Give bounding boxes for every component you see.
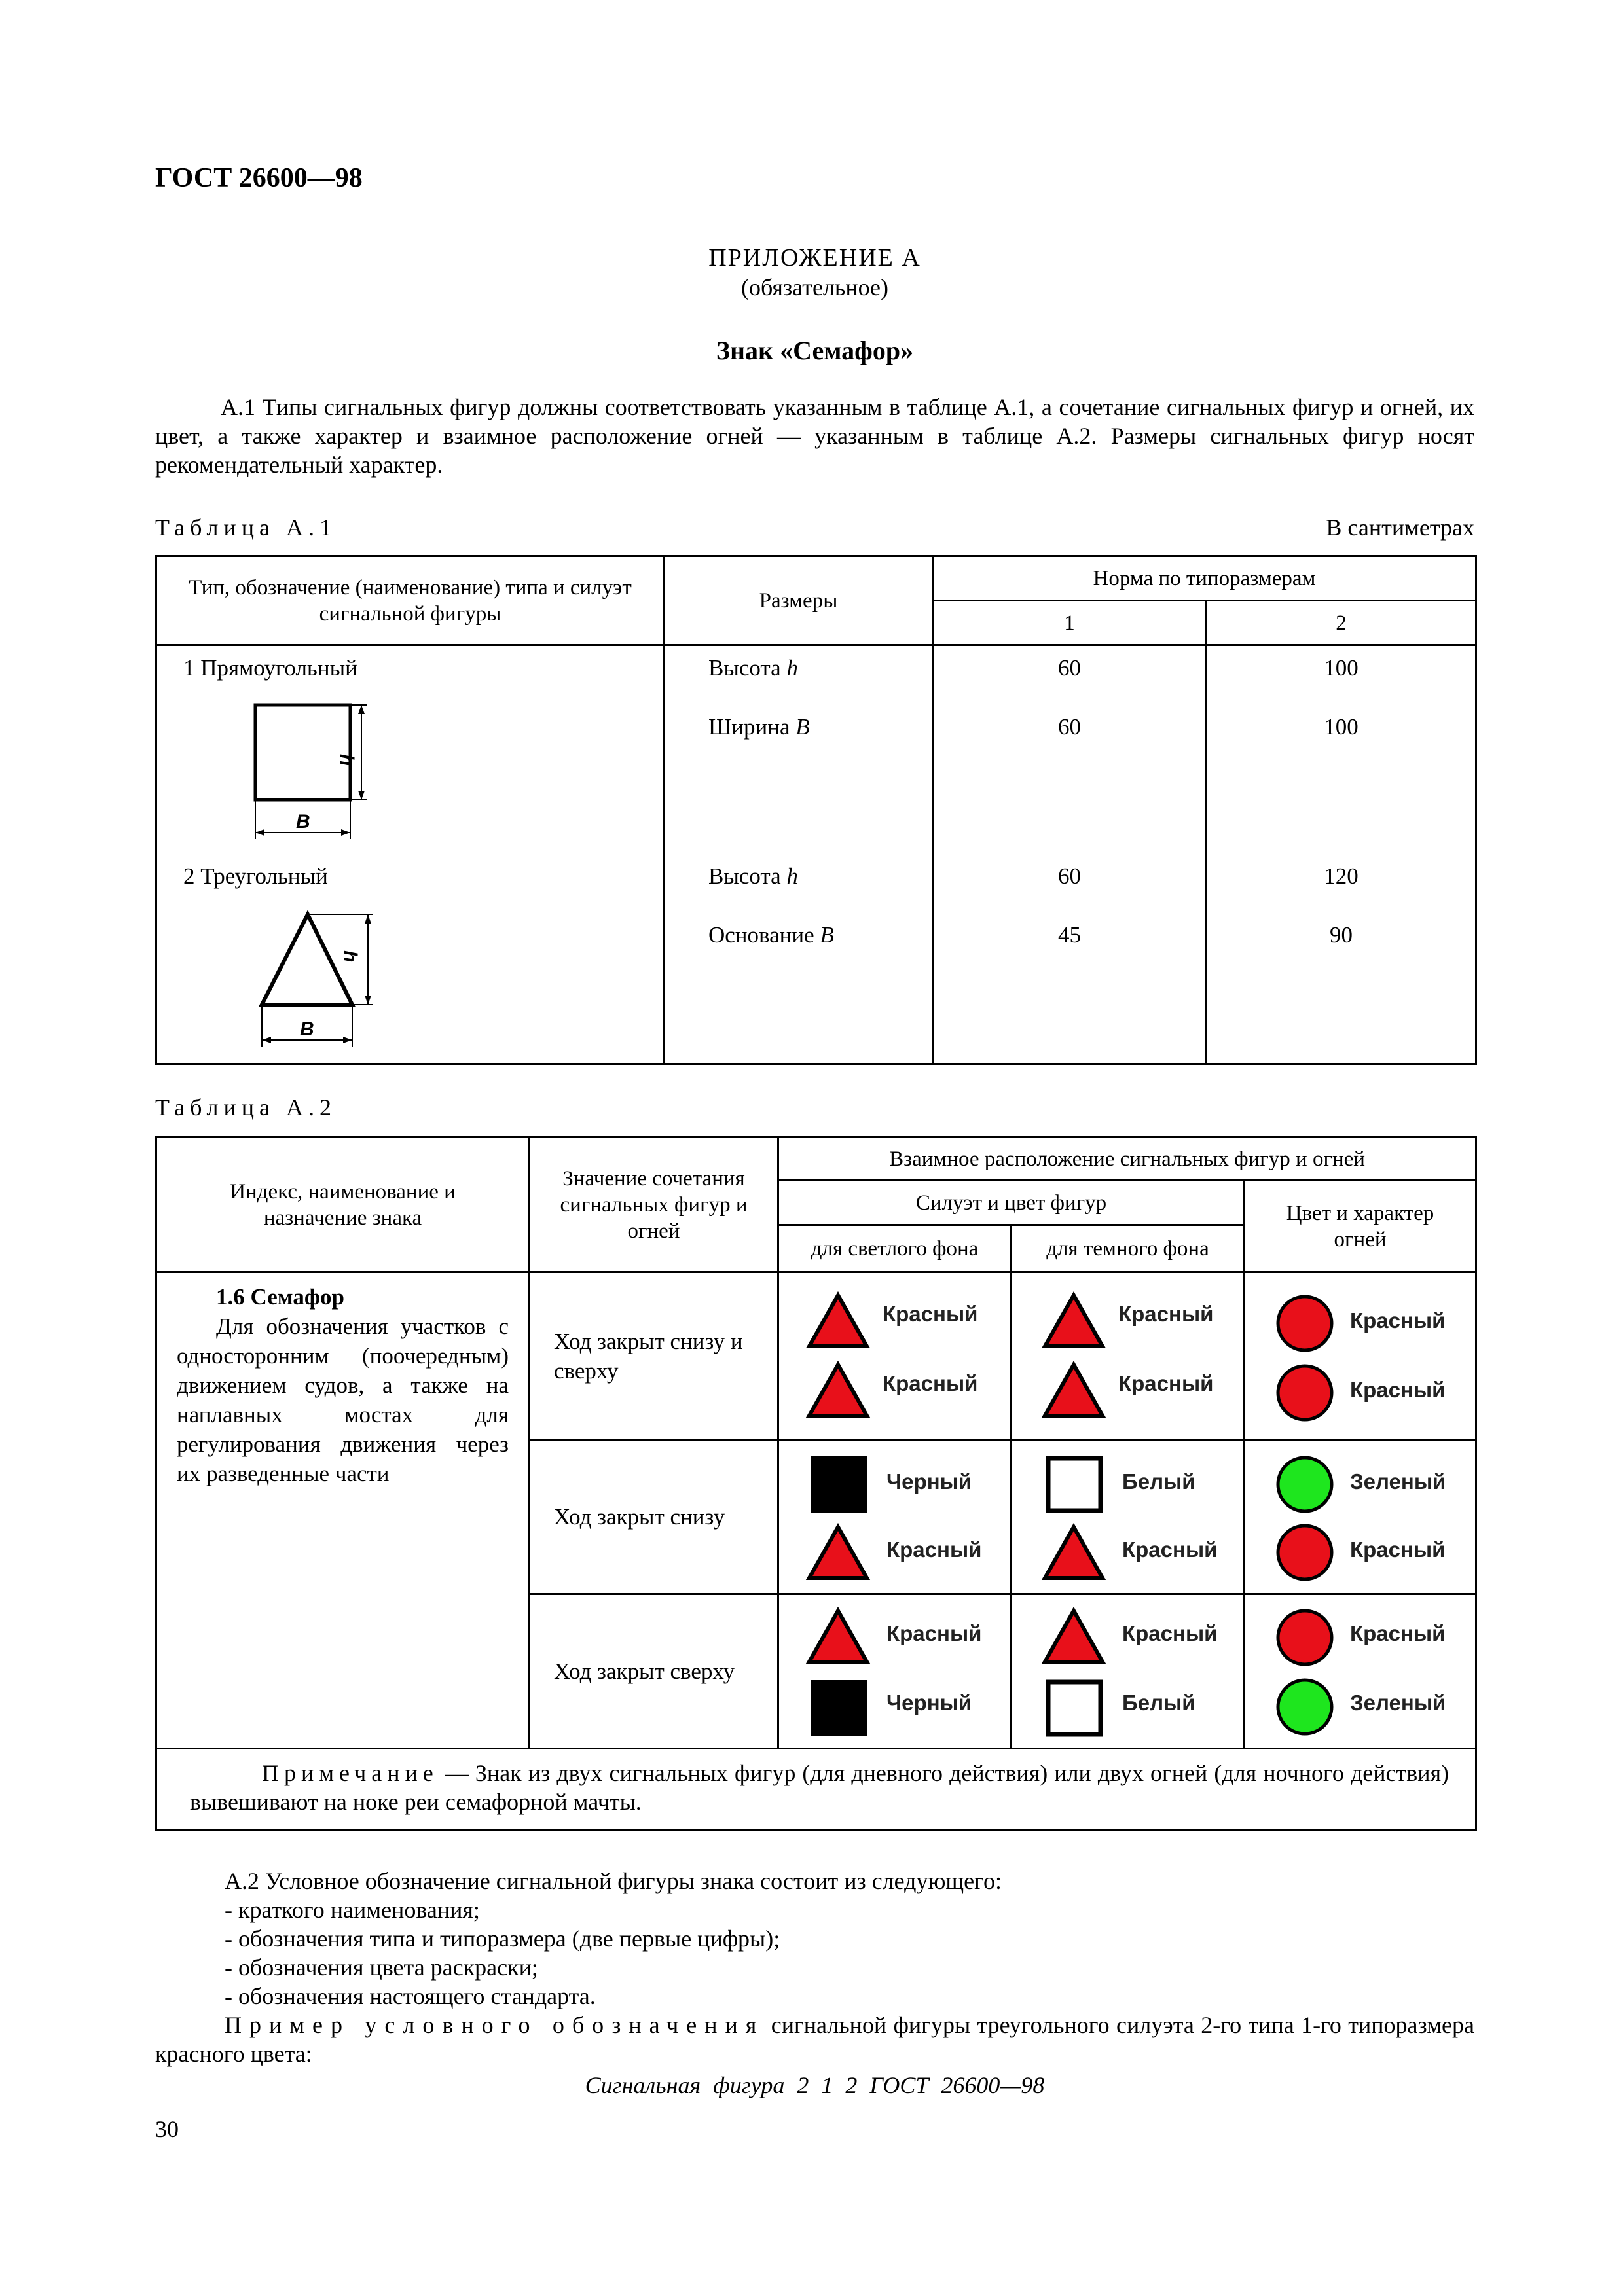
table-a1-caption: Таблица А.1: [155, 514, 337, 541]
triangle-figure-drawing: [242, 901, 380, 1052]
a2-header-index: Индекс, наименование и назначение знака: [156, 1138, 530, 1272]
light-color-label: Красный: [1350, 1537, 1446, 1562]
a2-note: [190, 1759, 1449, 1816]
a1-row1-v2b: 100: [1324, 714, 1359, 740]
a1-row1-v1b: 60: [1058, 714, 1081, 740]
a2-row2-light: [778, 1440, 1012, 1594]
a1-size1-cell: [933, 645, 1207, 1064]
a2-row2-dark: [1012, 1440, 1245, 1594]
table-row: [156, 1272, 1476, 1440]
red-light-icon: [1274, 1362, 1336, 1424]
a2-row3-meaning: Ход закрыт сверху: [530, 1594, 778, 1749]
a2-sign-name: 1.6 Семафор: [216, 1284, 345, 1310]
table-a2: [155, 1136, 1477, 1831]
a1-size2-cell: [1207, 645, 1476, 1064]
red-triangle-icon: [1041, 1607, 1106, 1666]
tri-b-label: B: [300, 1018, 314, 1040]
red-triangle-icon: [1041, 1361, 1106, 1420]
a1-row2-v2a: 120: [1324, 863, 1359, 889]
table-row: [156, 645, 1476, 1064]
red-triangle-icon: [805, 1523, 871, 1582]
a1-header-col1: 1: [933, 601, 1207, 645]
a2-row2-meaning: Ход закрыт снизу: [530, 1440, 778, 1594]
a2-row3-light: [778, 1594, 1012, 1749]
white-square-icon: [1045, 1455, 1104, 1514]
white-square-icon: [1045, 1679, 1104, 1738]
red-light-icon: [1274, 1607, 1336, 1668]
rect-b-label: B: [296, 811, 310, 833]
a2-header-meaning: Значение сочетания сигнальных фигур и огней: [530, 1138, 778, 1272]
rectangle-figure-drawing: [242, 692, 373, 842]
a2-header-light-bg: для светлого фона: [778, 1225, 1012, 1272]
table-a1: [155, 555, 1477, 1065]
a2-sign-cell: [156, 1272, 530, 1749]
red-light-icon: [1274, 1522, 1336, 1583]
light-color-label: Зеленый: [1350, 1691, 1446, 1715]
a1-row2-v1b: 45: [1058, 922, 1081, 948]
a1-row2-dim1: Высота h: [708, 863, 798, 889]
list-item: - обозначения типа и типоразмера (две первые цифры);: [225, 1926, 780, 1952]
light-color-label: Зеленый: [1350, 1469, 1446, 1494]
figure-color-label: Белый: [1122, 1691, 1195, 1715]
a2-header-lights: Цвет и характер огней: [1245, 1181, 1476, 1272]
tri-h-label: h: [339, 950, 361, 963]
a2-row1-meaning: Ход закрыт снизу и сверху: [530, 1272, 778, 1440]
a1-figures-cell: [156, 645, 665, 1064]
a1-row2-v1a: 60: [1058, 863, 1081, 889]
a2-header-dark-bg: для темного фона: [1012, 1225, 1245, 1272]
green-light-icon: [1274, 1454, 1336, 1515]
figure-color-label: Красный: [1122, 1621, 1218, 1645]
a1-row2-v2b: 90: [1330, 922, 1353, 948]
a2-header-silhouette: Силуэт и цвет фигур: [778, 1181, 1245, 1225]
appendix-status: (обязательное): [741, 274, 888, 300]
a1-header-sizes: Размеры: [665, 556, 933, 645]
a2-row1-lights: [1245, 1272, 1476, 1440]
black-square-icon: [809, 1679, 868, 1738]
a1-header-col2: 2: [1207, 601, 1476, 645]
a1-header-norm: Норма по типоразмерам: [933, 556, 1476, 601]
a2-header-arrangement: Взаимное расположение сигнальных фигур и огней: [778, 1138, 1476, 1181]
table-a2-caption: Таблица А.2: [155, 1094, 337, 1121]
a1-row1-v1a: 60: [1058, 655, 1081, 681]
red-triangle-icon: [1041, 1523, 1106, 1582]
a1-header-type: Тип, обозначение (наименование) типа и силуэт сигнальной фигуры: [156, 556, 665, 645]
figure-color-label: Белый: [1122, 1469, 1195, 1494]
red-triangle-icon: [805, 1291, 871, 1350]
intro-paragraph: А.1 Типы сигнальных фигур должны соответствовать указанным в таблице А.1, а сочетание сигнальных фигур и огней, их цвет, а также характер и взаимное расположение огней — указанным в таблице А.2. Размеры сигнальных фигур носят рекомендательный характер.: [155, 394, 1474, 478]
a1-row2-name: 2 Треугольный: [183, 863, 328, 889]
a1-row1-dim1: Высота h: [708, 655, 798, 681]
a2-note-label: Примечание: [262, 1760, 439, 1786]
rect-h-label: h: [336, 754, 357, 766]
figure-color-label: Красный: [886, 1537, 982, 1562]
sign-title: Знак «Семафор»: [716, 336, 914, 365]
light-color-label: Красный: [1350, 1621, 1446, 1645]
a2-lead: А.2 Условное обозначение сигнальной фигуры знака состоит из следующего:: [225, 1868, 1002, 1894]
a2-sign-description: Для обозначения участков с односторонним (поочередным) движением судов, а также на наплавных мостах для регулирования движения через их разведенные части: [177, 1314, 509, 1486]
list-item: - обозначения настоящего стандарта.: [225, 1983, 596, 2009]
a2-note-cell: [156, 1749, 1476, 1830]
red-light-icon: [1274, 1293, 1336, 1354]
appendix-title: ПРИЛОЖЕНИЕ А: [708, 244, 921, 272]
figure-color-label: Красный: [1118, 1302, 1214, 1326]
a1-row1-v2a: 100: [1324, 655, 1359, 681]
green-light-icon: [1274, 1676, 1336, 1738]
a2-row1-light: [778, 1272, 1012, 1440]
figure-color-label: Красный: [1122, 1537, 1218, 1562]
a1-dimensions-cell: [665, 645, 933, 1064]
page-number: 30: [155, 2116, 179, 2142]
a1-row1-name: 1 Прямоугольный: [183, 655, 357, 681]
document-standard-id: ГОСТ 26600—98: [155, 163, 363, 193]
red-triangle-icon: [1041, 1291, 1106, 1350]
a2-row2-lights: [1245, 1440, 1476, 1594]
a2-example-code: Сигнальная фигура 2 1 2 ГОСТ 26600—98: [585, 2072, 1045, 2098]
a1-row1-dim2: Ширина B: [708, 714, 810, 740]
a2-note-text: — Знак из двух сигнальных фигур (для дневного действия) или двух огней (для ночного действия) вывешивают на ноке реи семафорной мачты.: [190, 1760, 1450, 1815]
light-color-label: Красный: [1350, 1378, 1446, 1402]
figure-color-label: Красный: [883, 1371, 978, 1395]
list-item: - обозначения цвета раскраски;: [225, 1954, 538, 1981]
a2-example-label: Пример условного обозначения: [225, 2012, 765, 2038]
figure-color-label: Красный: [883, 1302, 978, 1326]
figure-color-label: Черный: [886, 1469, 972, 1494]
list-item: - краткого наименования;: [225, 1897, 480, 1923]
red-triangle-icon: [805, 1361, 871, 1420]
light-color-label: Красный: [1350, 1308, 1446, 1333]
figure-color-label: Черный: [886, 1691, 972, 1715]
red-triangle-icon: [805, 1607, 871, 1666]
a2-example: [155, 2011, 1474, 2068]
black-square-icon: [809, 1455, 868, 1514]
a2-row3-lights: [1245, 1594, 1476, 1749]
figure-color-label: Красный: [1118, 1371, 1214, 1395]
figure-color-label: Красный: [886, 1621, 982, 1645]
a2-row1-dark: [1012, 1272, 1245, 1440]
a2-row3-dark: [1012, 1594, 1245, 1749]
a2-section: [155, 1867, 1474, 2100]
table-a1-units: В сантиметрах: [1326, 514, 1474, 541]
a2-example-text: сигнальной фигуры треугольного силуэта 2-го типа 1-го типоразмера красного цвета:: [155, 2012, 1474, 2067]
a1-row2-dim2: Основание B: [708, 922, 834, 948]
